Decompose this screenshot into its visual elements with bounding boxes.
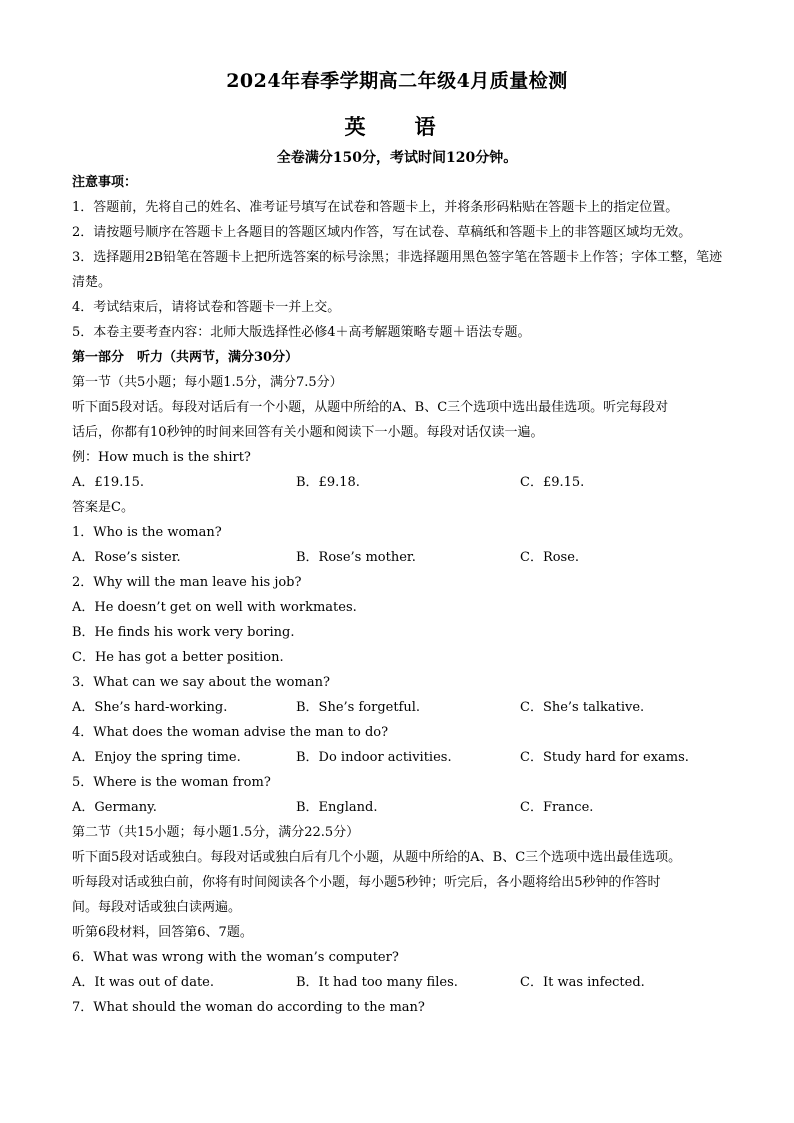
question-1: 1．Who is the woman? [72,525,222,540]
question-5-option-a: A．Germany. [72,800,157,815]
section1-heading: 第一节（共5小题；每小题1.5分，满分7.5分） [72,375,343,390]
question-2-option-b: B．He finds his work very boring. [72,625,295,640]
note-item-3: 3．选择题用2B铅笔在答题卡上把所选答案的标号涂黑；非选择题用黑色签字笔在答题卡上作答；字体工整，笔迹清楚。 [72,250,723,290]
example-question: 例：How much is the shirt? [72,450,251,465]
note-item-4: 4．考试结束后，请将试卷和答题卡一并上交。 [72,300,341,315]
question-4-options [72,745,728,770]
notes-heading: 注意事项： [72,175,138,190]
example-options [72,470,728,495]
question-6-option-c: C．It was infected. [520,975,645,990]
question-3-options [72,695,728,720]
section1-instructions-line2: 话后，你都有10秒钟的时间来回答有关小题和阅读下一小题。每段对话仅读一遍。 [72,425,544,440]
example-answer: 答案是C。 [72,500,134,515]
example-option-c: C．£9.15. [520,475,585,490]
material-6-intro: 听第6段材料，回答第6、7题。 [72,925,253,940]
question-5-option-c: C．France. [520,800,594,815]
section2-heading: 第二节（共15小题；每小题1.5分，满分22.5分） [72,825,360,840]
question-6-option-a: A．It was out of date. [72,975,215,990]
note-item-5: 5．本卷主要考查内容：北师大版选择性必修4＋高考解题策略专题＋语法专题。 [72,325,531,340]
question-1-option-b: B．Rose’s mother. [296,550,416,565]
question-3-option-c: C．She’s talkative. [520,700,645,715]
section2-instructions-line3: 间。每段对话或独白读两遍。 [72,900,242,915]
question-2-option-c: C．He has got a better position. [72,650,284,665]
question-2-option-a: A．He doesn’t get on well with workmates. [72,600,357,615]
exam-subject: 英 语 [344,114,450,139]
note-item-2: 2．请按题号顺序在答题卡上各题目的答题区域内作答，写在试卷、草稿纸和答题卡上的非答题区域均无效。 [72,225,692,240]
question-4-option-a: A．Enjoy the spring time. [72,750,241,765]
question-4: 4．What does the woman advise the man to do? [72,725,389,740]
section1-instructions-line1: 听下面5段对话。每段对话后有一个小题，从题中所给的A、B、C三个选项中选出最佳选项。听完每段对 [72,400,669,415]
section2-instructions-line1: 听下面5段对话或独白。每段对话或独白后有几个小题，从题中所给的A、B、C三个选项中选出最佳选项。 [72,850,682,865]
question-3-option-b: B．She’s forgetful. [296,700,421,715]
question-3-option-a: A．She’s hard-working. [72,700,228,715]
question-3: 3．What can we say about the woman? [72,675,330,690]
section2-instructions-line2: 听每段对话或独白前，你将有时间阅读各个小题，每小题5秒钟；听完后，各小题将给出5秒钟的作答时 [72,875,661,890]
question-5-option-b: B．England. [296,800,378,815]
question-6-options [72,970,728,995]
question-7: 7．What should the woman do according to the man? [72,1000,425,1015]
question-6-option-b: B．It had too many files. [296,975,458,990]
note-item-1: 1．答题前，先将自己的姓名、准考证号填写在试卷和答题卡上，并将条形码粘贴在答题卡上的指定位置。 [72,200,679,215]
question-2: 2．Why will the man leave his job? [72,575,302,590]
question-5-options [72,795,728,820]
example-option-b: B．£9.18. [296,475,360,490]
part1-heading: 第一部分 听力（共两节，满分30分） [72,350,299,365]
example-option-a: A．£19.15. [72,475,145,490]
exam-content [72,170,728,1020]
exam-title: 2024年春季学期高二年级4月质量检测 [226,70,568,92]
question-1-options [72,545,728,570]
question-5: 5．Where is the woman from? [72,775,271,790]
exam-score-time: 全卷满分150分，考试时间120分钟。 [276,150,518,166]
question-1-option-c: C．Rose. [520,550,580,565]
question-1-option-a: A．Rose’s sister. [72,550,181,565]
question-6: 6．What was wrong with the woman’s computer? [72,950,399,965]
question-4-option-b: B．Do indoor activities. [296,750,452,765]
question-4-option-c: C．Study hard for exams. [520,750,689,765]
